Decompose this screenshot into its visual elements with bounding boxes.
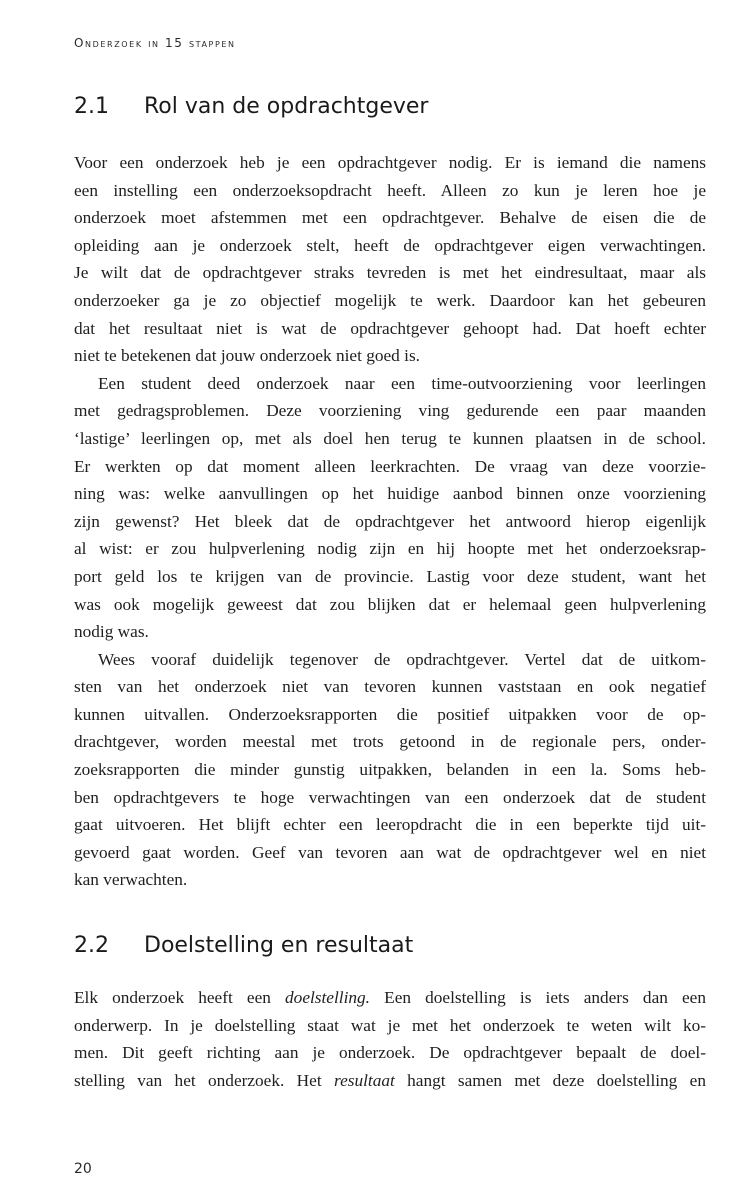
text-line: Een student deed onderzoek naar een time-outvoorziening voor leerlingen [98,373,706,393]
text-line: kan verwachten. [74,870,188,890]
text-line: gevoerd gaat worden. Geef van tevoren aan wat de opdrachtgever wel en niet [74,842,706,862]
text-fragment: hangt samen met deze doelstelling en [394,1070,706,1090]
text-line: port geld los te krijgen van de provincie. Lastig voor deze student, want het [74,566,706,586]
section-title: Rol van de opdrachtgever [144,94,429,119]
page-number: 20 [74,1161,92,1177]
text-fragment: stelling van het onderzoek. Het [74,1070,334,1090]
text-line: dat het resultaat niet is wat de opdrachtgever gehoopt had. Dat hoeft echter [74,318,706,338]
section-number: 2.1 [74,94,109,119]
text-line: men. Dit geeft richting aan je onderzoek. De opdrachtgever bepaalt de doel- [74,1043,706,1063]
text-line: niet te betekenen dat jouw onderzoek niet goed is. [74,346,420,366]
text-line: ning was: welke aanvullingen op het huidige aanbod binnen onze voorziening [74,484,706,504]
text-line: een instelling een onderzoeksopdracht heeft. Alleen zo kun je leren hoe je [74,180,706,200]
text-line: kunnen uitvallen. Onderzoeksrapporten die positief uitpakken voor de op- [74,704,706,724]
text-fragment: Een doelstelling is iets anders dan een [370,988,706,1007]
section-number: 2.2 [74,933,109,958]
text-line: zoeksrapporten die minder gunstig uitpakken, belanden in een la. Soms heb- [74,760,706,780]
text-line: Er werkten op dat moment alleen leerkrachten. De vraag van deze voorzie- [74,456,706,476]
text-line: ‘lastige’ leerlingen op, met als doel hen terug te kunnen plaatsen in de school. [74,428,706,448]
text-line: onderwerp. In je doelstelling staat wat je met het onderzoek te weten wilt ko- [74,1015,706,1035]
running-head: Onderzoek in 15 stappen [74,36,236,50]
text-line: Voor een onderzoek heb je een opdrachtgever nodig. Er is iemand die namens [74,153,706,172]
text-line: was ook mogelijk geweest dat zou blijken dat er helemaal geen hulpverlening [74,594,706,614]
text-line: gaat uitvoeren. Het blijft echter een leeropdracht die in een beperkte tijd uit- [74,815,706,835]
section-heading-2-1 [74,94,428,119]
text-line [74,984,706,1012]
text-fragment: Elk onderzoek heeft een [74,988,286,1007]
section-2-1-body [74,149,706,894]
term-resultaat: resultaat [333,1070,395,1090]
section-title: Doelstelling en resultaat [144,933,414,958]
section-2-2-body [74,984,706,1094]
text-line: Wees vooraf duidelijk tegenover de opdrachtgever. Vertel dat de uitkom- [98,649,706,669]
text-line: sten van het onderzoek niet van tevoren kunnen vaststaan en ook negatief [74,677,706,697]
text-line: met gedragsproblemen. Deze voorziening ving gedurende een paar maanden [74,401,706,421]
section-heading-2-2 [74,933,413,958]
text-line: onderzoeker ga je zo objectief mogelijk te werk. Daardoor kan het gebeuren [74,290,706,310]
text-line: Je wilt dat de opdrachtgever straks tevreden is met het eindresultaat, maar als [74,263,706,283]
text-line [74,1067,706,1095]
text-line: drachtgever, worden meestal met trots getoond in de regionale pers, onder- [74,732,706,752]
text-line: onderzoek moet afstemmen met een opdrachtgever. Behalve de eisen die de [74,208,706,228]
text-line: ben opdrachtgevers te hoge verwachtingen van een onderzoek dat de student [74,787,706,807]
text-line: nodig was. [74,622,149,642]
text-line: al wist: er zou hulpverlening nodig zijn en hij hoopte met het onderzoeksrap- [74,539,706,559]
text-line: opleiding aan je onderzoek stelt, heeft de opdrachtgever eigen verwachtingen. [74,235,706,255]
text-line: zijn gewenst? Het bleek dat de opdrachtgever het antwoord hierop eigenlijk [74,511,706,531]
term-doelstelling: doelstelling. [285,988,370,1007]
